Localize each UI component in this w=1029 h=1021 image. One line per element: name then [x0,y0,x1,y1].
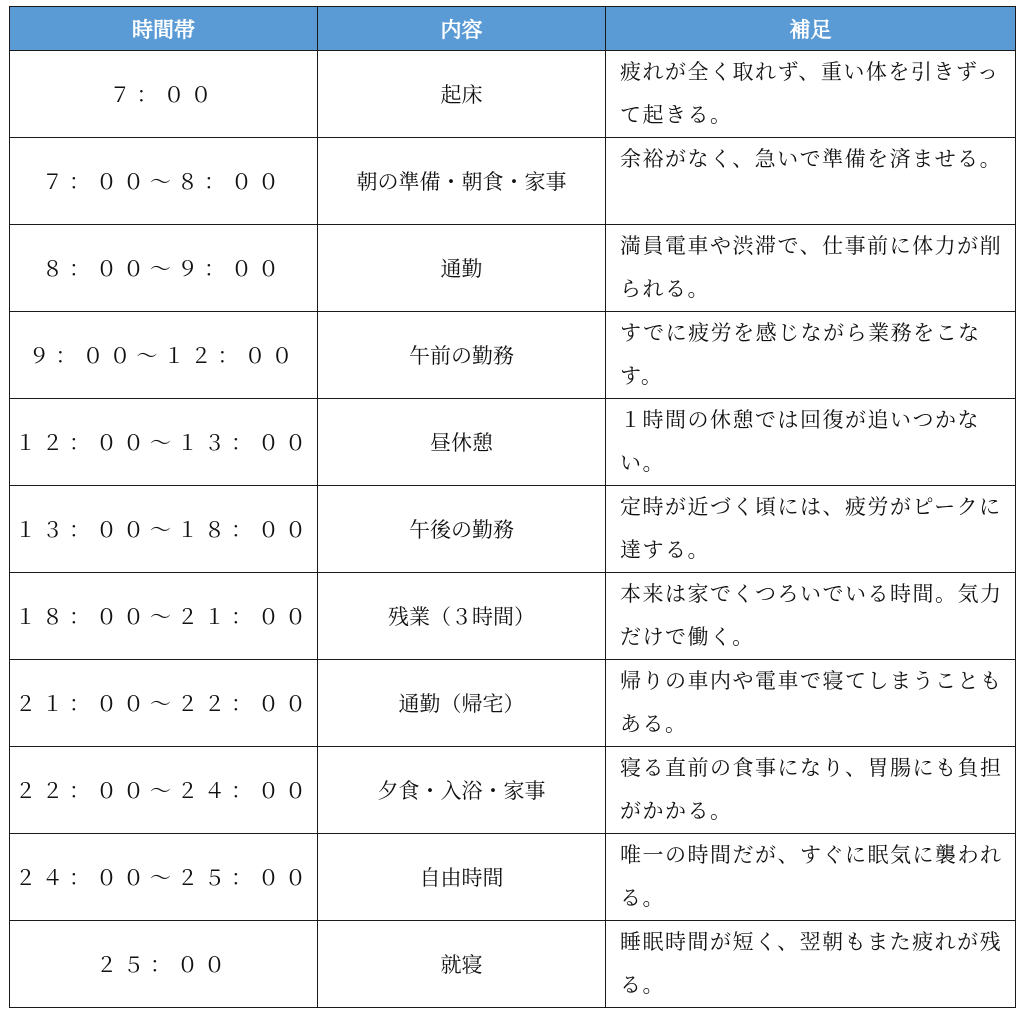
table-row [10,834,1016,921]
content-cell: 午後の勤務 [318,486,606,573]
column-header-content: 内容 [318,7,606,51]
time-cell: １２：００～１３：００ [10,399,318,486]
table-row [10,573,1016,660]
content-cell: 通勤（帰宅） [318,660,606,747]
note-cell: 帰りの車内や電車で寝てしまうこともある。 [606,660,1016,747]
time-cell: ７：００ [10,51,318,138]
time-cell: ７：００～８：００ [10,138,318,225]
table-row [10,921,1016,1008]
table-row [10,399,1016,486]
note-cell: すでに疲労を感じながら業務をこなす。 [606,312,1016,399]
note-cell: 本来は家でくつろいでいる時間。気力だけで働く。 [606,573,1016,660]
content-cell: 夕食・入浴・家事 [318,747,606,834]
time-cell: ２１：００～２２：００ [10,660,318,747]
note-cell: 疲れが全く取れず、重い体を引きずって起きる。 [606,51,1016,138]
note-cell: 余裕がなく、急いで準備を済ませる。 [606,138,1016,225]
time-cell: ８：００～９：００ [10,225,318,312]
content-cell: 自由時間 [318,834,606,921]
table-row [10,312,1016,399]
note-cell: 定時が近づく頃には、疲労がピークに達する。 [606,486,1016,573]
daily-schedule-table [9,6,1016,1008]
schedule-table-container [9,6,1016,1008]
table-row [10,138,1016,225]
note-cell: 唯一の時間だが、すぐに眠気に襲われる。 [606,834,1016,921]
time-cell: １８：００～２１：００ [10,573,318,660]
time-cell: ２４：００～２５：００ [10,834,318,921]
column-header-time: 時間帯 [10,7,318,51]
content-cell: 朝の準備・朝食・家事 [318,138,606,225]
note-cell: 睡眠時間が短く、翌朝もまた疲れが残る。 [606,921,1016,1008]
table-row [10,51,1016,138]
table-row [10,660,1016,747]
time-cell: ２２：００～２４：００ [10,747,318,834]
content-cell: 午前の勤務 [318,312,606,399]
content-cell: 起床 [318,51,606,138]
content-cell: 就寝 [318,921,606,1008]
note-cell: １時間の休憩では回復が追いつかない。 [606,399,1016,486]
table-row [10,747,1016,834]
time-cell: １３：００～１８：００ [10,486,318,573]
content-cell: 残業（３時間） [318,573,606,660]
content-cell: 通勤 [318,225,606,312]
table-row [10,486,1016,573]
table-row [10,225,1016,312]
time-cell: ９：００～１２：００ [10,312,318,399]
time-cell: ２５：００ [10,921,318,1008]
note-cell: 寝る直前の食事になり、胃腸にも負担がかかる。 [606,747,1016,834]
content-cell: 昼休憩 [318,399,606,486]
column-header-note: 補足 [606,7,1016,51]
note-cell: 満員電車や渋滞で、仕事前に体力が削られる。 [606,225,1016,312]
header-row [10,7,1016,51]
